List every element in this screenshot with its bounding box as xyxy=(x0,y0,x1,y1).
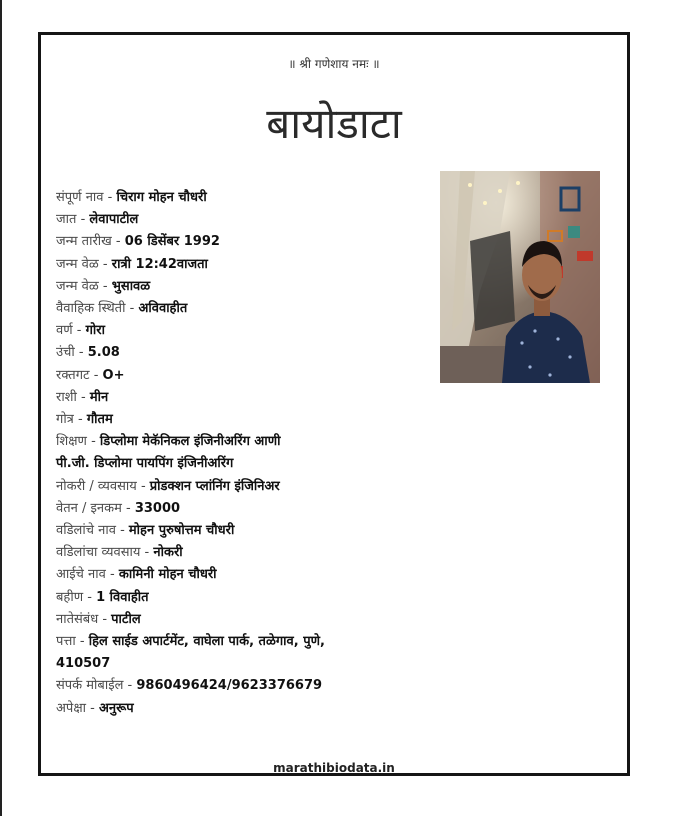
detail-value: 06 डिसेंबर 1992 xyxy=(124,234,220,250)
detail-label: नातेसंबंध xyxy=(56,611,99,627)
detail-sister xyxy=(56,587,436,609)
page-edge xyxy=(0,0,2,816)
detail-label: बहीण xyxy=(56,589,84,605)
separator: - xyxy=(76,389,90,405)
separator: - xyxy=(76,212,90,228)
detail-value: डिप्लोमा मेकॅनिकल इंजिनीअरिंग आणी xyxy=(99,434,281,450)
detail-value-continuation: पी.जी. डिप्लोमा पायपिंग इंजिनीअरिंग xyxy=(56,456,234,472)
separator: - xyxy=(98,278,112,294)
detail-zodiac xyxy=(56,387,436,409)
separator: - xyxy=(140,545,154,561)
detail-label: उंची xyxy=(56,345,75,361)
detail-label: नोकरी / व्यवसाय xyxy=(56,478,137,494)
detail-value: अविवाहीत xyxy=(138,301,188,317)
detail-value: भुसावळ xyxy=(111,278,151,294)
detail-birth-place xyxy=(56,276,436,298)
detail-value: रात्री 12:42वाजता xyxy=(111,256,208,272)
detail-blood-group xyxy=(56,365,436,387)
detail-label: जन्म वेळ xyxy=(56,256,99,272)
detail-label: गोत्र xyxy=(56,412,74,428)
detail-father-name xyxy=(56,520,436,542)
biodata-sheet xyxy=(38,32,630,776)
separator: - xyxy=(121,500,135,516)
detail-label: वडिलांचे नाव xyxy=(56,523,116,539)
details-list xyxy=(56,187,436,720)
invocation-text: ॥ श्री गणेशाय नमः ॥ xyxy=(288,57,380,71)
detail-value: 5.08 xyxy=(87,345,120,361)
detail-height xyxy=(56,342,436,364)
detail-value: प्रोडक्शन प्लांनिंग इंजिनिअर xyxy=(149,478,280,494)
detail-label: जन्म वेळ xyxy=(56,278,99,294)
separator: - xyxy=(111,234,125,250)
detail-value: गोरा xyxy=(85,323,105,339)
detail-address xyxy=(56,631,436,675)
detail-label: पत्ता xyxy=(56,634,76,650)
detail-value: कामिनी मोहन चौधरी xyxy=(118,567,217,583)
detail-value-continuation: 410507 xyxy=(56,656,111,672)
separator: - xyxy=(74,345,88,361)
separator: - xyxy=(75,634,89,650)
separator: - xyxy=(86,700,99,716)
detail-label: वडिलांचा व्यवसाय xyxy=(56,545,141,561)
page-title: बायोडाटा xyxy=(266,99,402,148)
separator: - xyxy=(86,434,100,450)
detail-value: O+ xyxy=(102,367,125,383)
detail-mother-name xyxy=(56,564,436,586)
detail-contact xyxy=(56,675,436,697)
detail-label: संपर्क मोबाईल xyxy=(56,678,124,694)
detail-complexion xyxy=(56,320,436,342)
detail-label: जात xyxy=(56,212,77,228)
separator: - xyxy=(83,589,97,605)
detail-caste xyxy=(56,209,436,231)
separator: - xyxy=(115,523,129,539)
detail-label: वेतन / इनकम xyxy=(56,500,122,516)
detail-label: रक्तगट xyxy=(56,367,90,383)
detail-gotra xyxy=(56,409,436,431)
detail-education xyxy=(56,431,436,475)
detail-label: वर्ण xyxy=(56,323,73,339)
separator: - xyxy=(103,190,117,205)
detail-marital-status xyxy=(56,298,436,320)
detail-full-name xyxy=(56,187,436,209)
separator: - xyxy=(123,678,137,694)
separator: - xyxy=(72,323,86,339)
detail-label: अपेक्षा xyxy=(56,700,87,716)
detail-label: संपूर्ण नाव xyxy=(56,190,104,205)
detail-value: मीन xyxy=(89,389,109,405)
separator: - xyxy=(89,367,103,383)
detail-value: हिल साईड अपार्टमेंट, वाघेला पार्क, तळेगाव, पुणे, xyxy=(88,634,325,650)
detail-birth-date xyxy=(56,231,436,253)
footer-site: marathibiodata.in xyxy=(273,761,395,775)
profile-photo xyxy=(440,171,600,383)
detail-label: राशी xyxy=(56,389,77,405)
detail-relatives xyxy=(56,609,436,631)
separator: - xyxy=(98,611,112,627)
detail-occupation xyxy=(56,476,436,498)
detail-value: नोकरी xyxy=(153,545,183,561)
detail-value: 9860496424/9623376679 xyxy=(136,678,323,694)
detail-father-occupation xyxy=(56,542,436,564)
detail-label: शिक्षण xyxy=(56,434,87,450)
separator: - xyxy=(136,478,150,494)
separator: - xyxy=(73,412,87,428)
detail-birth-time xyxy=(56,254,436,276)
detail-value: लेवापाटील xyxy=(89,212,139,228)
detail-label: वैवाहिक स्थिती xyxy=(56,301,126,317)
detail-label: जन्म तारीख xyxy=(56,234,112,250)
separator: - xyxy=(105,567,119,583)
detail-value: 33000 xyxy=(134,500,181,516)
detail-value: चिराग मोहन चौधरी xyxy=(116,190,207,205)
detail-value: अनुरूप xyxy=(98,700,134,716)
detail-income xyxy=(56,498,436,520)
detail-value: गौतम xyxy=(86,412,113,428)
detail-value: पाटील xyxy=(111,611,141,627)
detail-value: 1 विवाहीत xyxy=(96,589,149,605)
detail-label: आईचे नाव xyxy=(56,567,106,583)
separator: - xyxy=(98,256,112,272)
detail-value: मोहन पुरुषोत्तम चौधरी xyxy=(128,523,235,539)
separator: - xyxy=(125,301,139,317)
detail-expectation xyxy=(56,698,436,720)
